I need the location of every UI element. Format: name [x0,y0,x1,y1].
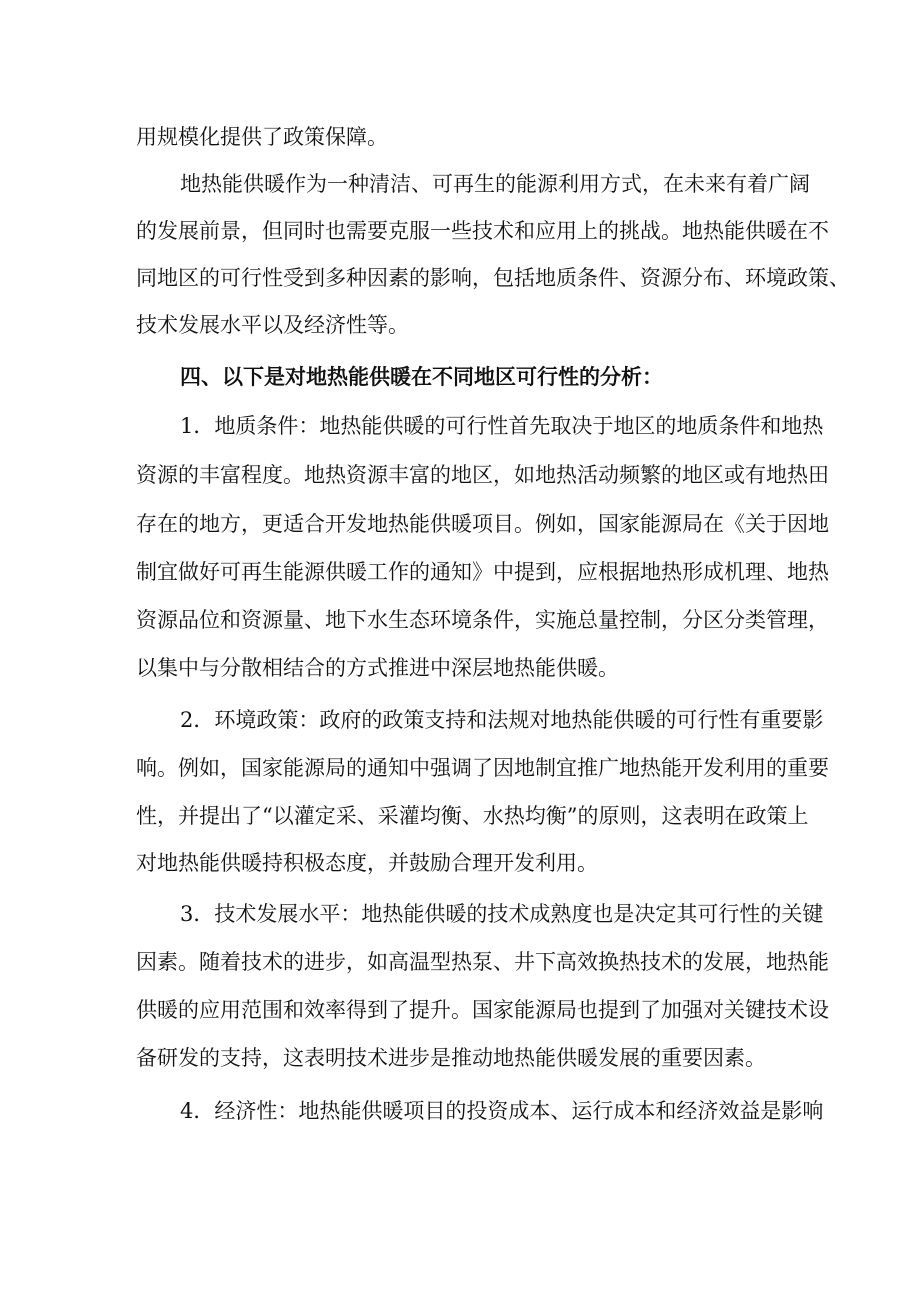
paragraph-line: 地热能供暖作为一种清洁、可再生的能源利用方式，在未来有着广阔 [180,172,810,196]
paragraph-line: 2．环境政策：政府的政策支持和法规对地热能供暖的可行性有重要影 [180,708,824,732]
paragraph-line: 的发展前景，但同时也需要克服一些技术和应用上的挑战。地热能供暖在不 [136,219,829,243]
paragraph-line: 对地热能供暖持积极态度，并鼓励合理开发利用。 [136,851,598,875]
paragraph-line: 因素。随着技术的进步，如高温型热泵、井下高效换热技术的发展，地热能 [136,950,829,974]
paragraph-line: 存在的地方，更适合开发地热能供暖项目。例如，国家能源局在《关于因地 [136,512,829,536]
paragraph-line: 资源品位和资源量、地下水生态环境条件，实施总量控制，分区分类管理， [136,608,829,632]
paragraph-line: 1．地质条件：地热能供暖的可行性首先取决于地区的地质条件和地热 [180,414,824,438]
paragraph-line: 备研发的支持，这表明技术进步是推动地热能供暖发展的重要因素。 [136,1046,766,1070]
paragraph-line: 3．技术发展水平：地热能供暖的技术成熟度也是决定其可行性的关键 [180,902,824,926]
section-heading: 四、以下是对地热能供暖在不同地区可行性的分析： [180,364,663,389]
paragraph-line: 同地区的可行性受到多种因素的影响，包括地质条件、资源分布、环境政策、 [136,266,850,290]
paragraph-line: 技术发展水平以及经济性等。 [136,313,409,337]
paragraph-line: 响。例如，国家能源局的通知中强调了因地制宜推广地热能开发利用的重要 [136,756,829,780]
paragraph-line: 供暖的应用范围和效率得到了提升。国家能源局也提到了加强对关键技术设 [136,998,829,1022]
paragraph-line: 性，并提出了“以灌定采、采灌均衡、水热均衡”的原则，这表明在政策上 [136,804,809,828]
paragraph-line: 4．经济性：地热能供暖项目的投资成本、运行成本和经济效益是影响 [180,1099,824,1123]
paragraph-line: 以集中与分散相结合的方式推进中深层地热能供暖。 [136,656,619,680]
paragraph-line: 资源的丰富程度。地热资源丰富的地区，如地热活动频繁的地区或有地热田 [136,463,829,487]
paragraph-line: 用规模化提供了政策保障。 [136,125,388,149]
paragraph-line: 制宜做好可再生能源供暖工作的通知》中提到，应根据地热形成机理、地热 [136,560,829,584]
